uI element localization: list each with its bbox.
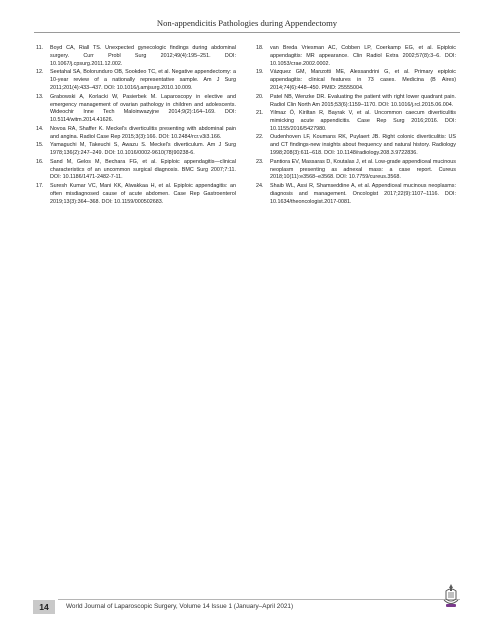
reference-number: 15. bbox=[36, 142, 44, 149]
reference-item bbox=[36, 183, 236, 207]
reference-text: Patel NB, Wenzke DR. Evaluating the patient with right lower quadrant pain. Radiol Clin North Am 2015;53(6):1159–1170. DOI: 10.1016/j.rcl.2015.06.004. bbox=[270, 93, 456, 108]
reference-number: 11. bbox=[36, 45, 44, 51]
reference-item bbox=[256, 94, 456, 110]
reference-item bbox=[36, 94, 236, 126]
reference-item bbox=[256, 183, 456, 207]
reference-number: 12. bbox=[36, 69, 44, 76]
reference-item bbox=[256, 69, 456, 93]
reference-text: Shaib WL, Assi R, Shamseddine A, et al. Appendiceal mucinous neoplasms: diagnosis and management. Oncologist 2017;22(9):1107–1116. DOI: 10.1634/theoncologist.2017-0081. bbox=[270, 182, 456, 205]
reference-text: Pantiora EV, Massaras D, Koutalas J, et al. Low-grade appendiceal mucinous neoplasm presenting as adnexal mass: a case report. Cureus 2018;10(11):e3568–e3568. DOI: 10.7759/cureus.3568. bbox=[270, 158, 456, 181]
reference-number: 18. bbox=[256, 45, 264, 51]
reference-number: 21. bbox=[256, 110, 264, 117]
header-divider bbox=[34, 32, 460, 33]
reference-number: 20. bbox=[256, 93, 264, 100]
reference-text: Seetahal SA, Bolorunduro OB, Sookdeo TC, et al. Negative appendectomy: a 10-year review of a nationally representative sample. Am J Surg 2011;201(4):433–437. DOI: 10.1016/j.amjsurg.2010.10.009. bbox=[50, 69, 236, 92]
reference-text: Vázquez GM, Manzotti ME, Alessandrini G, et al. Primary epiploic appendagitis: clinical features in 73 cases. Medicina (B Aires) 2014;74(6):448–450. PMID: 25555004. bbox=[270, 69, 456, 92]
reference-item bbox=[36, 45, 236, 69]
journal-citation: World Journal of Laparoscopic Surgery, Volume 14 Issue 1 (January–April 2021) bbox=[66, 603, 294, 610]
reference-item bbox=[36, 159, 236, 183]
reference-number: 13. bbox=[36, 93, 44, 100]
reference-number: 24. bbox=[256, 182, 264, 189]
reference-number: 16. bbox=[36, 158, 44, 165]
reference-text: Oudenhoven LF, Koumans RK, Puylaert JB. Right colonic diverticulitis: US and CT findings-new insights about frequency and natural history. Radiology 1998;208(3):611–618. DOI: 10.1148/radiology.208.3.9722836. bbox=[270, 134, 456, 157]
reference-text: Suresh Kumar VC, Mani KK, Alwakkaa H, et al. Epiploic appendagitis: an often misdiagnosed cause of acute abdomen. Case Rep Gastroenterol 2019;13(3):364–368. DOI: 10.1159/000502683. bbox=[50, 182, 236, 205]
reference-item bbox=[36, 69, 236, 93]
reference-text: Yilmaz Ö, Kiriltan R, Bayrak V, et al. Uncommon caecum diverticulitis mimicking acute appendicitis. Case Rep Surg 2016;2016. DOI: 10.1155/2016/5427980. bbox=[270, 110, 456, 132]
reference-item bbox=[256, 110, 456, 134]
reference-number: 23. bbox=[256, 158, 264, 165]
publisher-logo-icon bbox=[440, 582, 462, 612]
running-head: Non-appendicitis Pathologies during Appendectomy bbox=[156, 18, 338, 28]
reference-text: Grabowski A, Korlacki W, Pasierbek M. Laparoscopy in elective and emergency management of ovarian pathology in children and adolescents. Wideochir Inne Tech Maloinwazyjne 2014;9(2):164–169. DOI: 10.5114/witm.2014.41626. bbox=[50, 93, 236, 124]
reference-item bbox=[36, 126, 236, 142]
reference-text: Boyd CA, Riall TS. Unexpected gynecologic findings during abdominal surgery. Curr Probl Surg 2012;49(4):195–251. DOI: 10.1067/j.cpsurg.2011.12.002. bbox=[50, 45, 236, 67]
reference-text: van Breda Vriesman AC, Cobben LP, Coerkamp EG, et al. Epiploic appendagitis: MR appearance. Clin Radiol Extra 2002;57(8):3–6. DOI: 10.1053/crae.2002.0002. bbox=[270, 45, 456, 67]
reference-item bbox=[36, 142, 236, 158]
reference-number: 17. bbox=[36, 182, 44, 189]
references-left-column bbox=[36, 45, 236, 207]
references-right-column bbox=[256, 45, 456, 207]
reference-number: 14. bbox=[36, 125, 44, 132]
page-number: 14 bbox=[33, 600, 55, 614]
reference-item bbox=[256, 134, 456, 158]
reference-item bbox=[256, 45, 456, 69]
footer-divider bbox=[58, 599, 460, 600]
reference-item bbox=[256, 159, 456, 183]
reference-number: 19. bbox=[256, 69, 264, 76]
reference-text: Yamaguchi M, Takeuchi S, Awazu S. Meckel's diverticulum. Am J Surg 1978;136(2):247–249. DOI: 10.1016/0002-9610(78)90238-6. bbox=[50, 142, 236, 157]
reference-text: Novoa RA, Shaffer K. Meckel's diverticulitis presenting with abdominal pain and angina. Radiol Case Rep 2015;3(3):166. DOI: 10.2484/rcr.v3i3.166. bbox=[50, 125, 236, 140]
reference-text: Sand M, Gelos M, Bechara FG, et al. Epiploic appendagitis—clinical characteristics of an uncommon surgical diagnosis. BMC Surg 2007;7:11. DOI: 10.1186/1471-2482-7-11. bbox=[50, 158, 236, 181]
reference-number: 22. bbox=[256, 134, 264, 141]
